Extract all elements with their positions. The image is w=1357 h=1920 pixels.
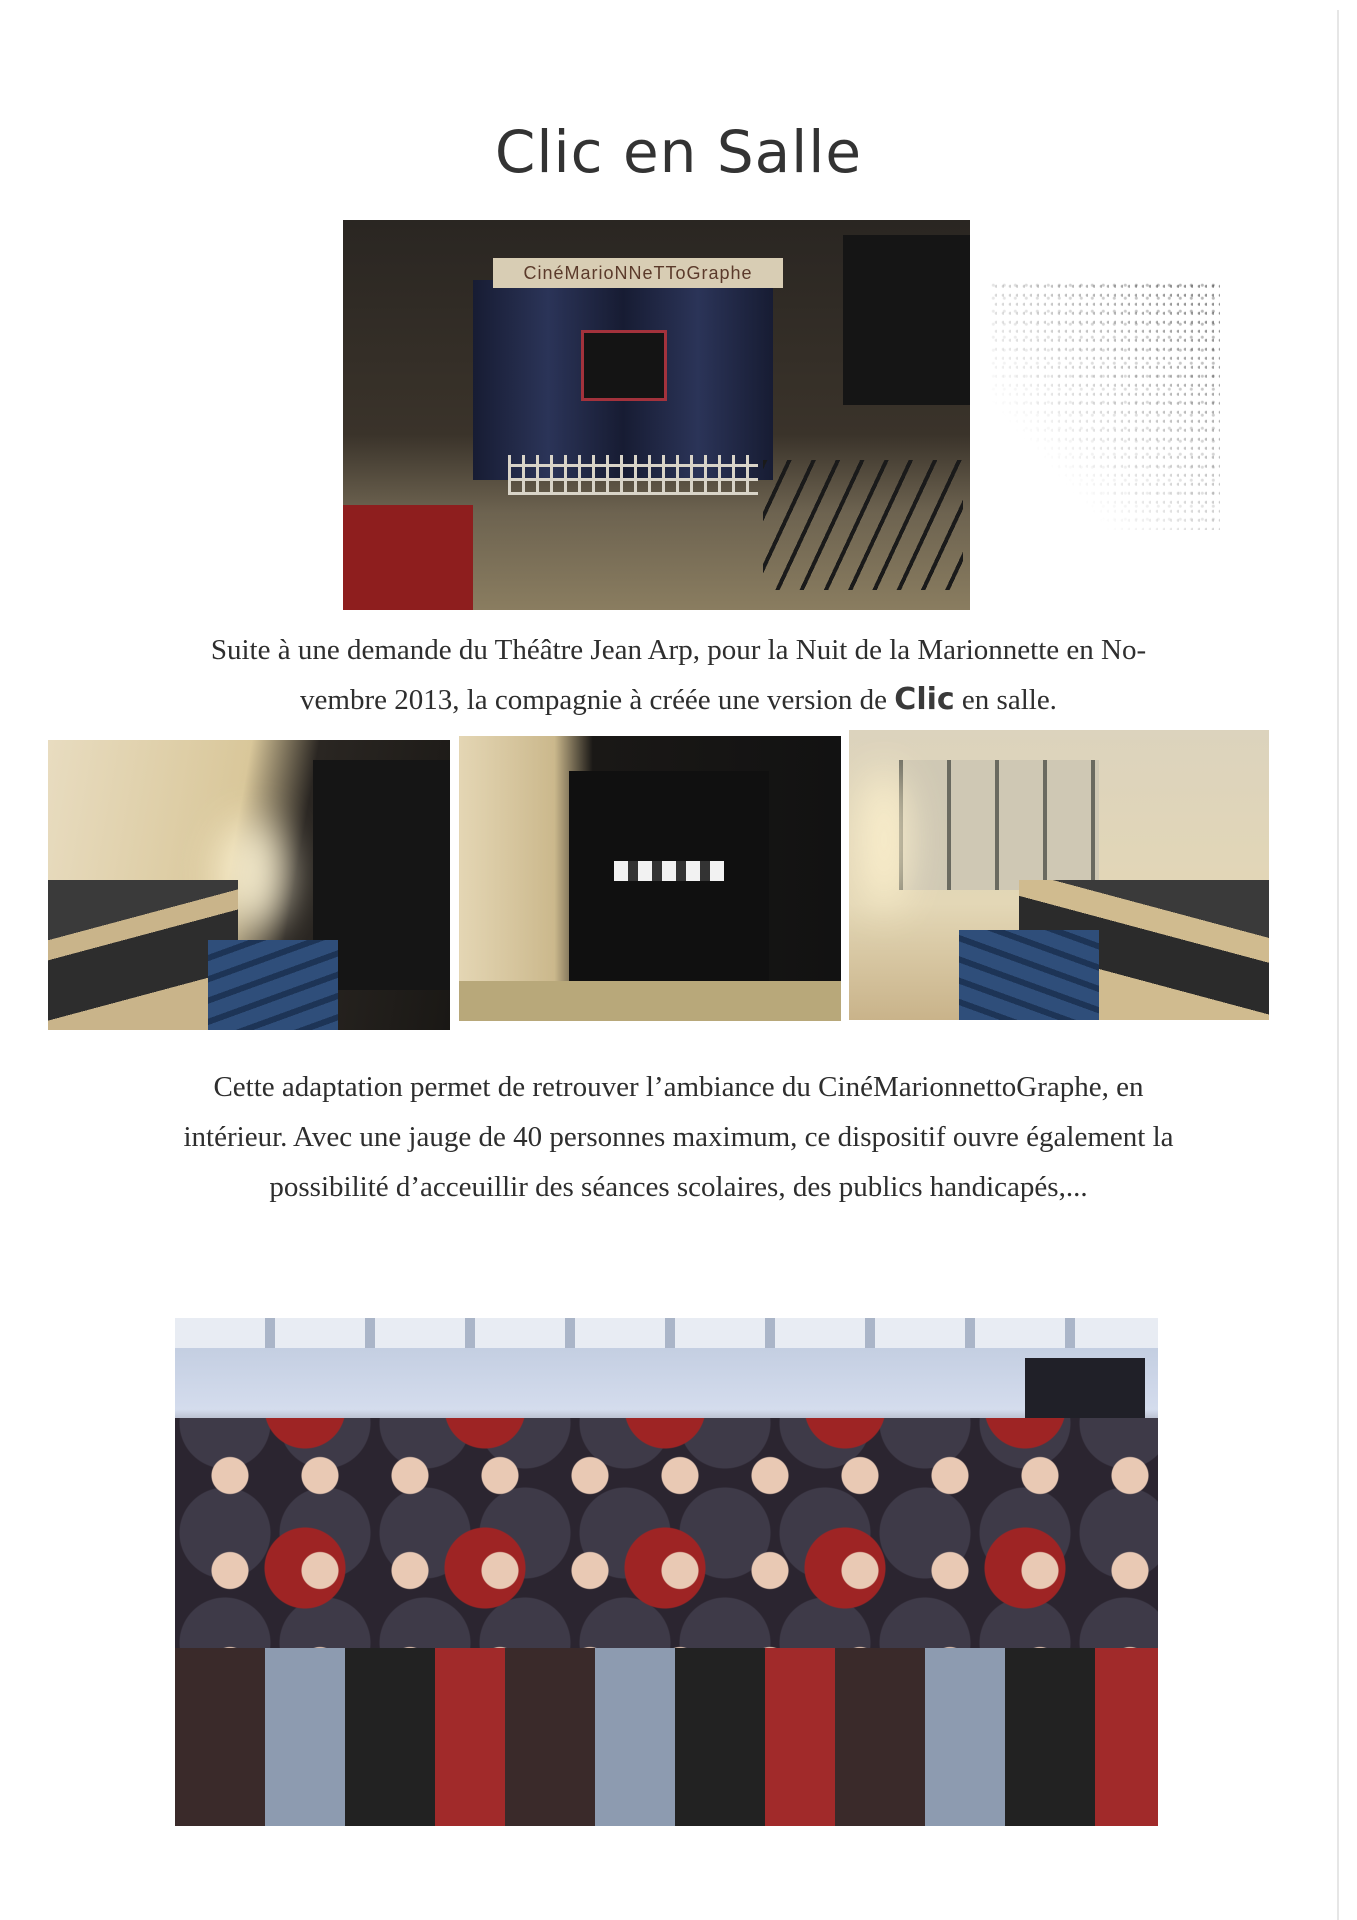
photo-stage-hall	[343, 220, 970, 610]
stage-banner	[493, 258, 783, 288]
chairs	[763, 460, 963, 590]
intro-line-2	[0, 675, 1357, 725]
body-line-2: intérieur. Avec une jauge de 40 personnes maximum, ce dispositif ouvre également la	[183, 1121, 1174, 1153]
intro-line-2-start: vembre 2013, la compagnie à créée une version de	[300, 684, 895, 716]
window-panel	[843, 235, 970, 405]
photo-audience	[175, 1318, 1158, 1826]
front-row-jackets	[175, 1648, 1158, 1826]
stage-screen	[581, 330, 667, 401]
page-edge	[1337, 10, 1339, 1920]
wall-glow	[859, 770, 909, 910]
glass-doors	[899, 760, 1099, 890]
photo-room-center	[459, 736, 841, 1021]
body-paragraph	[0, 1062, 1357, 1212]
intro-line-1: Suite à une demande du Théâtre Jean Arp, pour la Nuit de la Marionnette en No-	[210, 634, 1147, 666]
photo-room-left	[48, 740, 450, 1030]
stage-floor	[459, 981, 841, 1021]
stage-fence	[508, 455, 758, 495]
blue-cushions-right	[959, 930, 1099, 1020]
photo-room-right	[849, 730, 1269, 1020]
clic-word: Clic	[894, 682, 955, 717]
stage-lights	[614, 861, 724, 881]
page-title: Clic en Salle	[494, 118, 863, 186]
red-carpet	[343, 505, 473, 610]
body-line-1: Cette adaptation permet de retrouver l’ambiance du CinéMarionnettoGraphe, en	[213, 1071, 1144, 1103]
blue-cushions	[208, 940, 338, 1030]
intro-line-2-end: en salle.	[954, 684, 1057, 716]
ceiling-lights	[175, 1318, 1158, 1348]
intro-paragraph	[0, 625, 1357, 725]
stage-banner-text: CinéMarioNNeTToGraphe	[523, 263, 753, 283]
stage-box-center	[569, 771, 769, 991]
scan-speckle	[990, 280, 1220, 530]
body-line-3: possibilité d’acceuillir des séances scolaires, des publics handicapés,...	[269, 1171, 1088, 1203]
